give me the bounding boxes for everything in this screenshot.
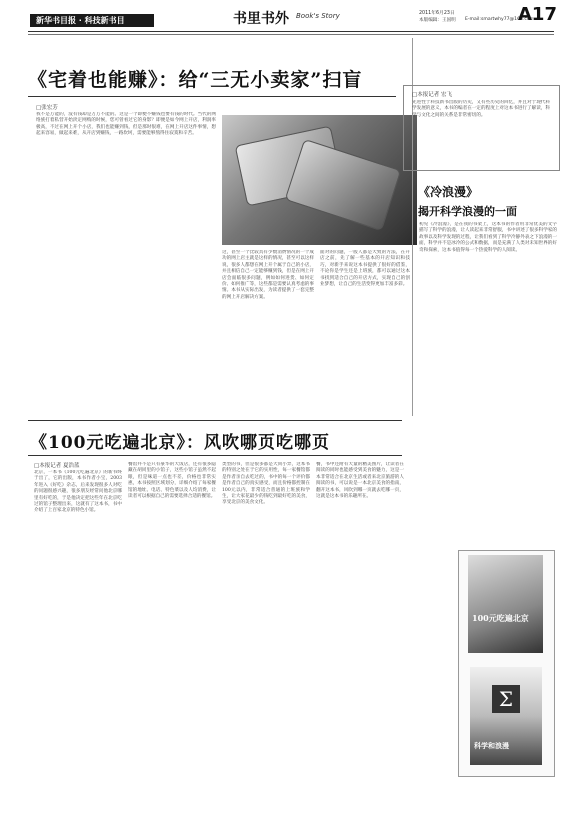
article1-title: 《宅着也能赚》：给“三无小卖家”扫盲 [28,69,363,91]
article2-top-rule [28,420,402,421]
article1-byline: □张宏芳 [36,105,58,111]
sidebar-editor: □本报记者 宏飞 [412,92,452,98]
header-rule-thin [28,34,554,35]
article2-column-4: 餐，书中还附有大量的精美图片，让读者在阅读的同时也能感受到美食的魅力，这是一本非常适合在北京生活或者来北京旅游的人阅读的书，可以说是一本北京美食的指南，翻开这本书，风吹到哪一页就去吃哪一页，这就是这本书的乐趣所在。 [316,462,404,500]
editor-email: E-mail:smartwhy77@163.com [465,17,535,22]
credit-card-2 [285,139,402,231]
book-cover-sigma-mark: Σ [492,685,520,713]
article2-byline: □本报记者 夏浩蓝 [34,463,80,469]
sidebar-intro-box [403,85,560,171]
page-editor: 本版编辑：王国明 [419,18,456,23]
article2-title: 《100元吃遍北京》：风吹哪页吃哪页 [30,433,330,453]
credit-card-photo [222,115,417,245]
sidebar-body-text: 初见《冷浪漫》，是在我的书架上，这本书的作者用非常优美的文字描写了科学的浪漫，让人读起来非常舒服，书中讲述了很多科学家的故事以及科学发现的过程，让我们看到了科学冷静外表之下浪漫的一面，科学并不是冰冷的公式和数据，而是充满了人类对未知世界的好奇和探索，这本书值得每一个热爱科学的人阅读。 [419,222,557,253]
article2-title-rule [28,455,402,456]
article1-column-1: 我不是万能的，没有钱却是万万不能的。这是一个即便不赚钱也要有钱的时代。当代的网络族打着私营开始淡定网购的时候，您可曾看过它的身影？即便是如今网上开店，利润率极高，不过在网上开个小店，我们也能赚到钱，但是那时很难，在网上开店这件事情，想起来容易，做起来难，从开店到赚钱，一路坎坷，需要能够熬得住寂寞和辛苦。 [36,112,216,137]
article1-column-2: 这，甚至一个比较具有少数消费情况的一个成功的网上店主就是这样的情况，甚至可以这样说，很多人都想在网上开个属于自己的小店，并且相信自己一定能够赚到钱，但是在网上开店会面临很多问题，例如如何进货、如何定价、如何推广等，这些都是需要认真考虑的事情。本书从实际出发，为读者提供了一套完整的网上开店解决方案。 [222,250,314,300]
book-cover-cold-romance [470,667,542,765]
sidebar-book-title: 《冷浪漫》 [418,185,479,199]
book-cover-cold-romance-title: 科学和浪漫 [474,741,509,750]
page-title: 书里书外 [233,11,289,27]
book-cover-beijing-food-title: 100元吃遍北京 [472,613,529,623]
article1-title-rule [28,96,396,97]
page-number: A17 [518,4,557,25]
issue-date: 2011年6月23日 [419,11,455,16]
article2-column-3: 类型的书，但是很多都是大同小异，这本书的特别之处在于它的实用性，每一家餐馆都是作者亲自去吃过的，书中的每一个评价都是作者自己的真实感受，而且价格都控制在100元以内，非常适合普通的上班族和学生，让大家花最少的钱吃到最好吃的美食，享受北京的美食文化。 [222,462,310,506]
section-tag: 新华书目报 · 科技新书目 [36,16,125,25]
article2-column-1: 北京，一本书《100元吃遍北京》的新书终于出了，它的出版，本书作者小宝，2003年进入《好吃》杂志，后来发现很多人对吃的问题很感兴趣，很多朋友经常问他北京哪里有好吃的，于是他决定把这些年在北京吃过的馆子整理出来，这就有了这本书，书中介绍了上百家北京的特色小馆。 [34,470,122,514]
article1-column-3: 面对的问题，一般人都是大致的方法，在开店之前，先了解一些基本的开店知识和技巧，对新手来说这本书提供了很好的借鉴，不论你是学生还是上班族，都可以通过这本书找到适合自己的开店方式，实现自己的创业梦想，让自己的生活变得更加丰富多彩。 [320,250,410,288]
book-cover-beijing-food [468,555,543,653]
sidebar-book-subtitle: 揭开科学浪漫的一面 [418,205,517,218]
article2-column-2: 餐馆并不是只有豪华的大饭店，还有很多隐藏在胡同里的小馆子，这些小馆子虽然不起眼，但是味道一点也不差，价格也非常实惠，本书按照区域划分，详细介绍了每家餐馆的地址、电话、特色菜以及人均消费，让读者可以根据自己的需要选择合适的餐馆。 [128,462,216,500]
page-title-en: Book's Story [296,12,340,20]
sidebar-intro-text: 先进性于科技新书出版的历史，又有些历史的回忆，并且对于现代科学发展的意义，本书的编者在一定的程度上对这本书进行了解读，科学与文化之间的关系是非常密切的。 [412,100,550,118]
header-rule [28,31,554,32]
